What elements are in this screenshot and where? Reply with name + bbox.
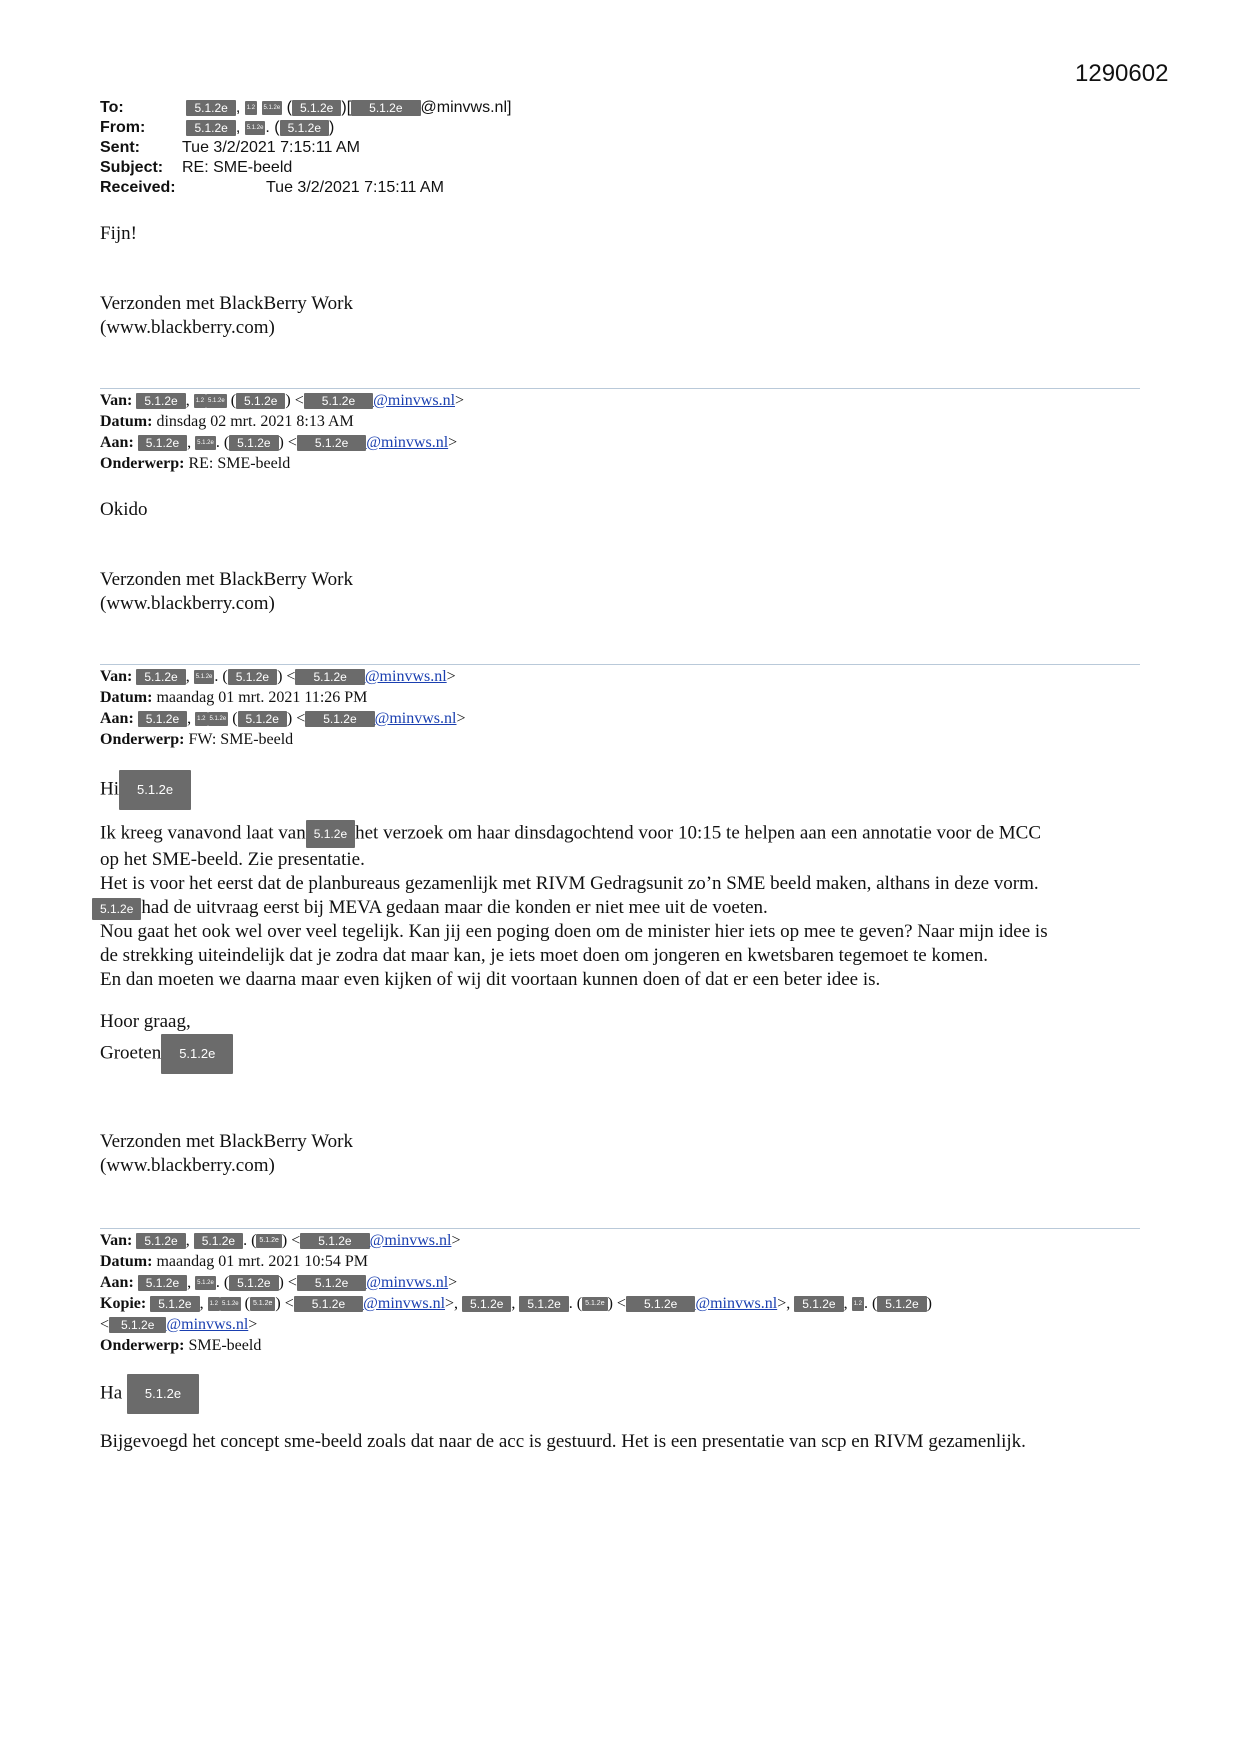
field-label: Van: xyxy=(100,668,133,685)
email-link[interactable]: @minvws.nl xyxy=(373,392,456,409)
message-text: Okido xyxy=(100,499,148,520)
redaction: 5.1.2e xyxy=(292,100,341,116)
field-value: < xyxy=(284,1295,294,1312)
kopie-row: Kopie: 5.1.2e , 1.2 5.1.2e ( 5.1.2e ) < 5.1.2e @minvws.nl>, 5.1.2e , 5.1.2e . ( 5.1.2e ) < 5.1.2e @minvws.nl>, 5.1.2e , 1.2 . ( 5.1.2e ) xyxy=(100,1295,932,1312)
field-value: > xyxy=(448,434,458,451)
redaction: 5.1.2e xyxy=(136,669,185,685)
field-value: < xyxy=(286,668,296,685)
body-line: En dan moeten we daarna maar even kijken of wij dit voortaan kunnen doen of dat er een beter idee is. xyxy=(100,969,881,990)
redaction: 5.1.2e xyxy=(138,435,187,451)
redaction: 5.1.2e xyxy=(280,120,329,136)
field-value: dinsdag 02 mrt. 2021 8:13 AM xyxy=(156,413,354,430)
redaction: 1.2 xyxy=(208,1297,220,1311)
message-body xyxy=(100,820,1048,992)
closing-signoff xyxy=(100,1034,233,1074)
redaction: 5.1.2e xyxy=(250,1297,275,1311)
redaction: 1.2 xyxy=(195,712,207,726)
body-line: Nou gaat het ook wel over veel tegelijk. Kan jij een poging doen om de minister hier iets op mee te geven? Naar mijn idee is xyxy=(100,921,1048,942)
redaction: 5.1.2e xyxy=(186,100,235,116)
redaction: 5.1.2e xyxy=(236,393,285,409)
subject-label: Subject: xyxy=(100,159,164,176)
text-span: Ik kreeg vanavond laat van xyxy=(100,822,306,844)
signature-line: Verzonden met BlackBerry Work xyxy=(100,293,353,314)
email-link[interactable]: @minvws.nl xyxy=(695,1295,778,1312)
signature-url: (www.blackberry.com) xyxy=(100,317,275,338)
field-value: maandag 01 mrt. 2021 11:26 PM xyxy=(156,689,368,706)
field-label: Aan: xyxy=(100,1274,134,1291)
received-value: Tue 3/2/2021 7:15:11 AM xyxy=(266,179,444,196)
field-label: Aan: xyxy=(100,710,134,727)
received-row xyxy=(100,178,511,198)
field-value: < xyxy=(100,1316,110,1333)
message-separator xyxy=(100,664,1140,665)
redaction: 5.1.2e xyxy=(194,1233,243,1249)
email-link[interactable]: @minvws.nl xyxy=(366,1274,449,1291)
redaction: 5.1.2e xyxy=(220,1297,241,1311)
redaction: 5.1.2e xyxy=(186,120,235,136)
subject-row xyxy=(100,158,511,178)
sent-value: Tue 3/2/2021 7:15:11 AM xyxy=(182,139,360,156)
redaction: 5.1.2e xyxy=(138,1275,187,1291)
redaction: 5.1.2e xyxy=(229,1275,278,1291)
redaction: 5.1.2e xyxy=(109,1317,166,1333)
message-meta xyxy=(100,1230,932,1356)
body-line: Het is voor het eerst dat de planbureaus gezamenlijk met RIVM Gedragsunit zo’n SME beeld maken, althans in deze vorm. xyxy=(100,873,1039,894)
received-label: Received: xyxy=(100,179,176,196)
body-line: op het SME-beeld. Zie presentatie. xyxy=(100,849,365,870)
email-link[interactable]: @minvws.nl xyxy=(364,668,447,685)
field-value: > xyxy=(455,392,465,409)
field-value: > xyxy=(777,1295,787,1312)
subject-value: RE: SME-beeld xyxy=(182,159,293,176)
email-header xyxy=(100,98,511,198)
redaction: 1.2 xyxy=(852,1297,864,1311)
field-value: > xyxy=(445,1295,455,1312)
onderwerp-row xyxy=(100,1335,932,1356)
redaction: 5.1.2e xyxy=(294,1296,363,1312)
redaction: 5.1.2e xyxy=(238,711,287,727)
message-separator xyxy=(100,1228,1140,1229)
field-value: > xyxy=(248,1316,258,1333)
field-label: Datum: xyxy=(100,1253,153,1270)
body-line xyxy=(92,896,1048,920)
redaction: 5.1.2e xyxy=(626,1296,695,1312)
email-link[interactable]: @minvws.nl xyxy=(366,434,449,451)
redaction: 5.1.2e xyxy=(304,393,373,409)
email-link[interactable]: @minvws.nl xyxy=(369,1232,452,1249)
field-value: > xyxy=(448,1274,458,1291)
text-span: het verzoek om haar dinsdagochtend voor 10:15 te helpen aan een annotatie voor de MCC xyxy=(355,822,1042,844)
message-text: Bijgevoegd het concept sme-beeld zoals dat naar de acc is gestuurd. Het is een presentatie van scp en RIVM gezamenlijk. xyxy=(100,1431,1026,1452)
body-line: de strekking uiteindelijk dat je zodra dat maar kan, je iets moet doen om jongeren en kwetsbaren tegemoet te komen. xyxy=(100,945,988,966)
datum-row xyxy=(100,1251,932,1272)
redaction: 5.1.2e xyxy=(295,669,364,685)
van-row: Van: 5.1.2e , 5.1.2e . ( 5.1.2e ) < 5.1.2e @minvws.nl> xyxy=(100,1232,461,1249)
onderwerp-row xyxy=(100,729,466,750)
redaction: 5.1.2e xyxy=(136,1233,185,1249)
field-label: Onderwerp: xyxy=(100,731,185,748)
field-value: < xyxy=(287,1274,297,1291)
aan-row: Aan: 5.1.2e , 5.1.2e . ( 5.1.2e ) < 5.1.2e @minvws.nl> xyxy=(100,1274,458,1291)
field-value: > xyxy=(456,710,466,727)
redaction: 5.1.2e xyxy=(297,435,366,451)
field-value: FW: SME-beeld xyxy=(188,731,294,748)
field-value: < xyxy=(291,1232,301,1249)
field-value: > xyxy=(451,1232,461,1249)
signature-url: (www.blackberry.com) xyxy=(100,1155,275,1176)
field-label: Datum: xyxy=(100,689,153,706)
to-domain: @minvws.nl] xyxy=(420,99,512,116)
redaction: 5.1.2e xyxy=(127,1374,199,1414)
redaction: 1.2 xyxy=(194,394,206,408)
field-value: maandag 01 mrt. 2021 10:54 PM xyxy=(156,1253,368,1270)
redaction: 5.1.2e xyxy=(119,770,191,810)
email-link[interactable]: @minvws.nl xyxy=(166,1316,249,1333)
field-value: RE: SME-beeld xyxy=(188,455,291,472)
signature-line: Verzonden met BlackBerry Work xyxy=(100,1131,353,1152)
redaction: 5.1.2e xyxy=(519,1296,568,1312)
field-label: Van: xyxy=(100,392,133,409)
redaction: 5.1.2e xyxy=(300,1233,369,1249)
redaction: 5.1.2e xyxy=(305,711,374,727)
text-span: Groeten xyxy=(100,1042,162,1064)
redaction: 5.1.2e xyxy=(877,1296,926,1312)
sent-row xyxy=(100,138,511,158)
onderwerp-row xyxy=(100,453,464,474)
van-row: Van: 5.1.2e , 1.2 5.1.2e ( 5.1.2e ) < 5.1.2e @minvws.nl> xyxy=(100,392,465,409)
greeting xyxy=(100,1374,199,1414)
message-meta xyxy=(100,666,466,750)
field-value: SME-beeld xyxy=(188,1337,262,1354)
field-value: < xyxy=(296,710,306,727)
redaction: 5.1.2e xyxy=(206,394,227,408)
redaction: 5.1.2e xyxy=(794,1296,843,1312)
redaction: 5.1.2e xyxy=(195,436,216,450)
reply-text: Fijn! xyxy=(100,223,137,244)
redaction: 5.1.2e xyxy=(195,1276,216,1290)
closing: Hoor graag, xyxy=(100,1011,191,1032)
redaction: 5.1.2e xyxy=(161,1034,233,1074)
redaction: 5.1.2e xyxy=(229,435,278,451)
redaction: 5.1.2e xyxy=(228,669,277,685)
redaction: 5.1.2e xyxy=(297,1275,366,1291)
redaction: 5.1.2e xyxy=(351,100,420,116)
datum-row xyxy=(100,411,464,432)
field-value: < xyxy=(287,434,297,451)
field-value: < xyxy=(616,1295,626,1312)
field-value: > xyxy=(446,668,456,685)
redaction: 5.1.2e xyxy=(150,1296,199,1312)
redaction: 5.1.2e xyxy=(92,898,141,920)
redaction: 5.1.2e xyxy=(245,121,266,135)
message-meta xyxy=(100,390,464,474)
field-label: Onderwerp: xyxy=(100,1337,185,1354)
signature-url: (www.blackberry.com) xyxy=(100,593,275,614)
to-row: To: 5.1.2e , 1.2 5.1.2e ( 5.1.2e )[ 5.1.2e @minvws.nl] xyxy=(100,99,512,116)
field-label: Datum: xyxy=(100,413,153,430)
field-label: Onderwerp: xyxy=(100,455,185,472)
van-row: Van: 5.1.2e , 5.1.2e . ( 5.1.2e ) < 5.1.2e @minvws.nl> xyxy=(100,668,456,685)
text-span: had de uitvraag eerst bij MEVA gedaan maar die konden er niet mee uit de voeten. xyxy=(141,897,768,918)
aan-row: Aan: 5.1.2e , 5.1.2e . ( 5.1.2e ) < 5.1.2e @minvws.nl> xyxy=(100,434,458,451)
field-label: Van: xyxy=(100,1232,133,1249)
datum-row xyxy=(100,687,466,708)
email-link[interactable]: @minvws.nl xyxy=(363,1295,446,1312)
redaction: 5.1.2e xyxy=(306,820,355,848)
greeting xyxy=(100,770,191,810)
field-value: < xyxy=(294,392,304,409)
message-separator xyxy=(100,388,1140,389)
from-row: From: 5.1.2e , 5.1.2e . ( 5.1.2e ) xyxy=(100,119,335,136)
aan-row: Aan: 5.1.2e , 1.2 5.1.2e ( 5.1.2e ) < 5.1.2e @minvws.nl> xyxy=(100,710,466,727)
redaction: 5.1.2e xyxy=(462,1296,511,1312)
body-line xyxy=(100,820,1048,848)
redaction: 5.1.2e xyxy=(136,393,185,409)
kopie-row-cont xyxy=(100,1314,932,1335)
field-label: Aan: xyxy=(100,434,134,451)
redaction: 5.1.2e xyxy=(256,1234,281,1248)
field-label: Kopie: xyxy=(100,1295,147,1312)
document-number: 1290602 xyxy=(1075,60,1169,87)
signature-line: Verzonden met BlackBerry Work xyxy=(100,569,353,590)
redaction: 5.1.2e xyxy=(262,101,283,115)
email-link[interactable]: @minvws.nl xyxy=(374,710,457,727)
text-span: Hi xyxy=(100,778,119,800)
redaction: 5.1.2e xyxy=(138,711,187,727)
redaction: 5.1.2e xyxy=(208,712,229,726)
redaction: 5.1.2e xyxy=(194,670,215,684)
to-label: To: xyxy=(100,99,124,116)
text-span: Ha xyxy=(100,1382,123,1404)
redaction: 1.2 xyxy=(245,101,257,115)
from-label: From: xyxy=(100,119,146,136)
redaction: 5.1.2e xyxy=(582,1297,607,1311)
sent-label: Sent: xyxy=(100,139,140,156)
